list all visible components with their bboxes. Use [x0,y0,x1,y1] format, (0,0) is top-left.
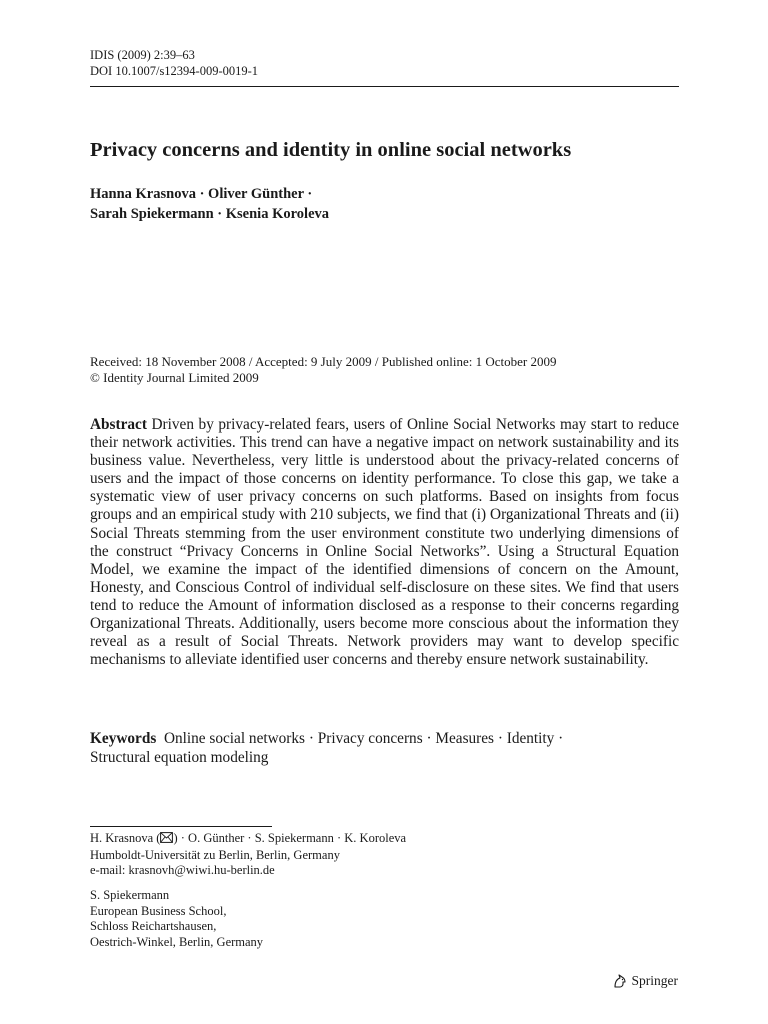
envelope-icon [160,832,173,848]
abstract-text: Driven by privacy-related fears, users of Online Social Networks may start to reduce their network activities. This trend can have a negative impact on network sustainability and its business value. Nevertheless, very little is understood about the privacy-related concerns of users and the impact of those concerns on identity performance. To close this gap, we take a systematic view of user privacy concerns on such platforms. Based on insights from focus groups and an empirical study with 210 subjects, we find that (i) Organizational Threats and (ii) Social Threats stemming from the user environment constitute two underlying dimensions of the construct “Privacy Concerns in Online Social Networks”. Using a Structural Equation Model, we examine the impact of the identified dimensions of concern on the Amount, Honesty, and Conscious Control of individual self-disclosure on these sites. We find that users tend to reduce the Amount of information disclosed as a response to their concerns regarding Organizational Threats. Additionally, users become more conscious about the information they reveal as a result of Social Threats. Network providers may want to develop specific mechanisms to alleviate identified user concerns and thereby ensure network sustainability. [90,416,679,669]
corresponding-author: H. Krasnova ( [90,831,161,845]
affiliation-2-line-1: European Business School, [90,903,227,918]
footnote-rule [90,826,272,827]
publisher-logo [612,973,679,989]
abstract-label: Abstract [90,416,147,433]
coauthors: ) · O. Günther · S. Spiekermann · K. Koroleva [173,831,407,845]
author-list [90,184,329,224]
header-rule [90,86,679,87]
affiliation-1-institution: Humboldt-Universität zu Berlin, Berlin, Germany [90,847,340,862]
affiliation-1-email[interactable]: e-mail: krasnovh@wiwi.hu-berlin.de [90,863,275,877]
springer-horse-icon [612,973,628,989]
affiliation-2-line-2: Schloss Reichartshausen, [90,919,217,933]
keywords-line-2: Structural equation modeling [90,749,269,766]
journal-header [90,47,258,79]
journal-doi[interactable]: DOI 10.1007/s12394-009-0019-1 [90,64,259,78]
affiliation-2-name: S. Spiekermann [90,888,170,902]
copyright-notice: © Identity Journal Limited 2009 [90,370,259,385]
keywords-section [90,729,679,767]
abstract [90,416,679,669]
article-title: Privacy concerns and identity in online social networks [90,139,572,161]
affiliation-2-line-3: Oestrich-Winkel, Berlin, Germany [90,934,264,949]
history-dates: Received: 18 November 2008 / Accepted: 9 July 2009 / Published online: 1 October 2009 [90,354,557,369]
authors-line-1: Hanna Krasnova · Oliver Günther · [90,186,313,202]
affiliation-2 [90,888,263,950]
journal-citation: IDIS (2009) 2:39–63 [90,48,195,62]
article-history [90,354,556,386]
affiliation-1 [90,831,406,879]
keywords-label: Keywords [90,730,157,747]
authors-line-2: Sarah Spiekermann · Ksenia Koroleva [90,206,330,222]
publisher-name: Springer [631,973,678,988]
affiliation-1-authors [90,831,406,848]
keywords-line-1: Online social networks · Privacy concerns · Measures · Identity · [163,730,564,747]
